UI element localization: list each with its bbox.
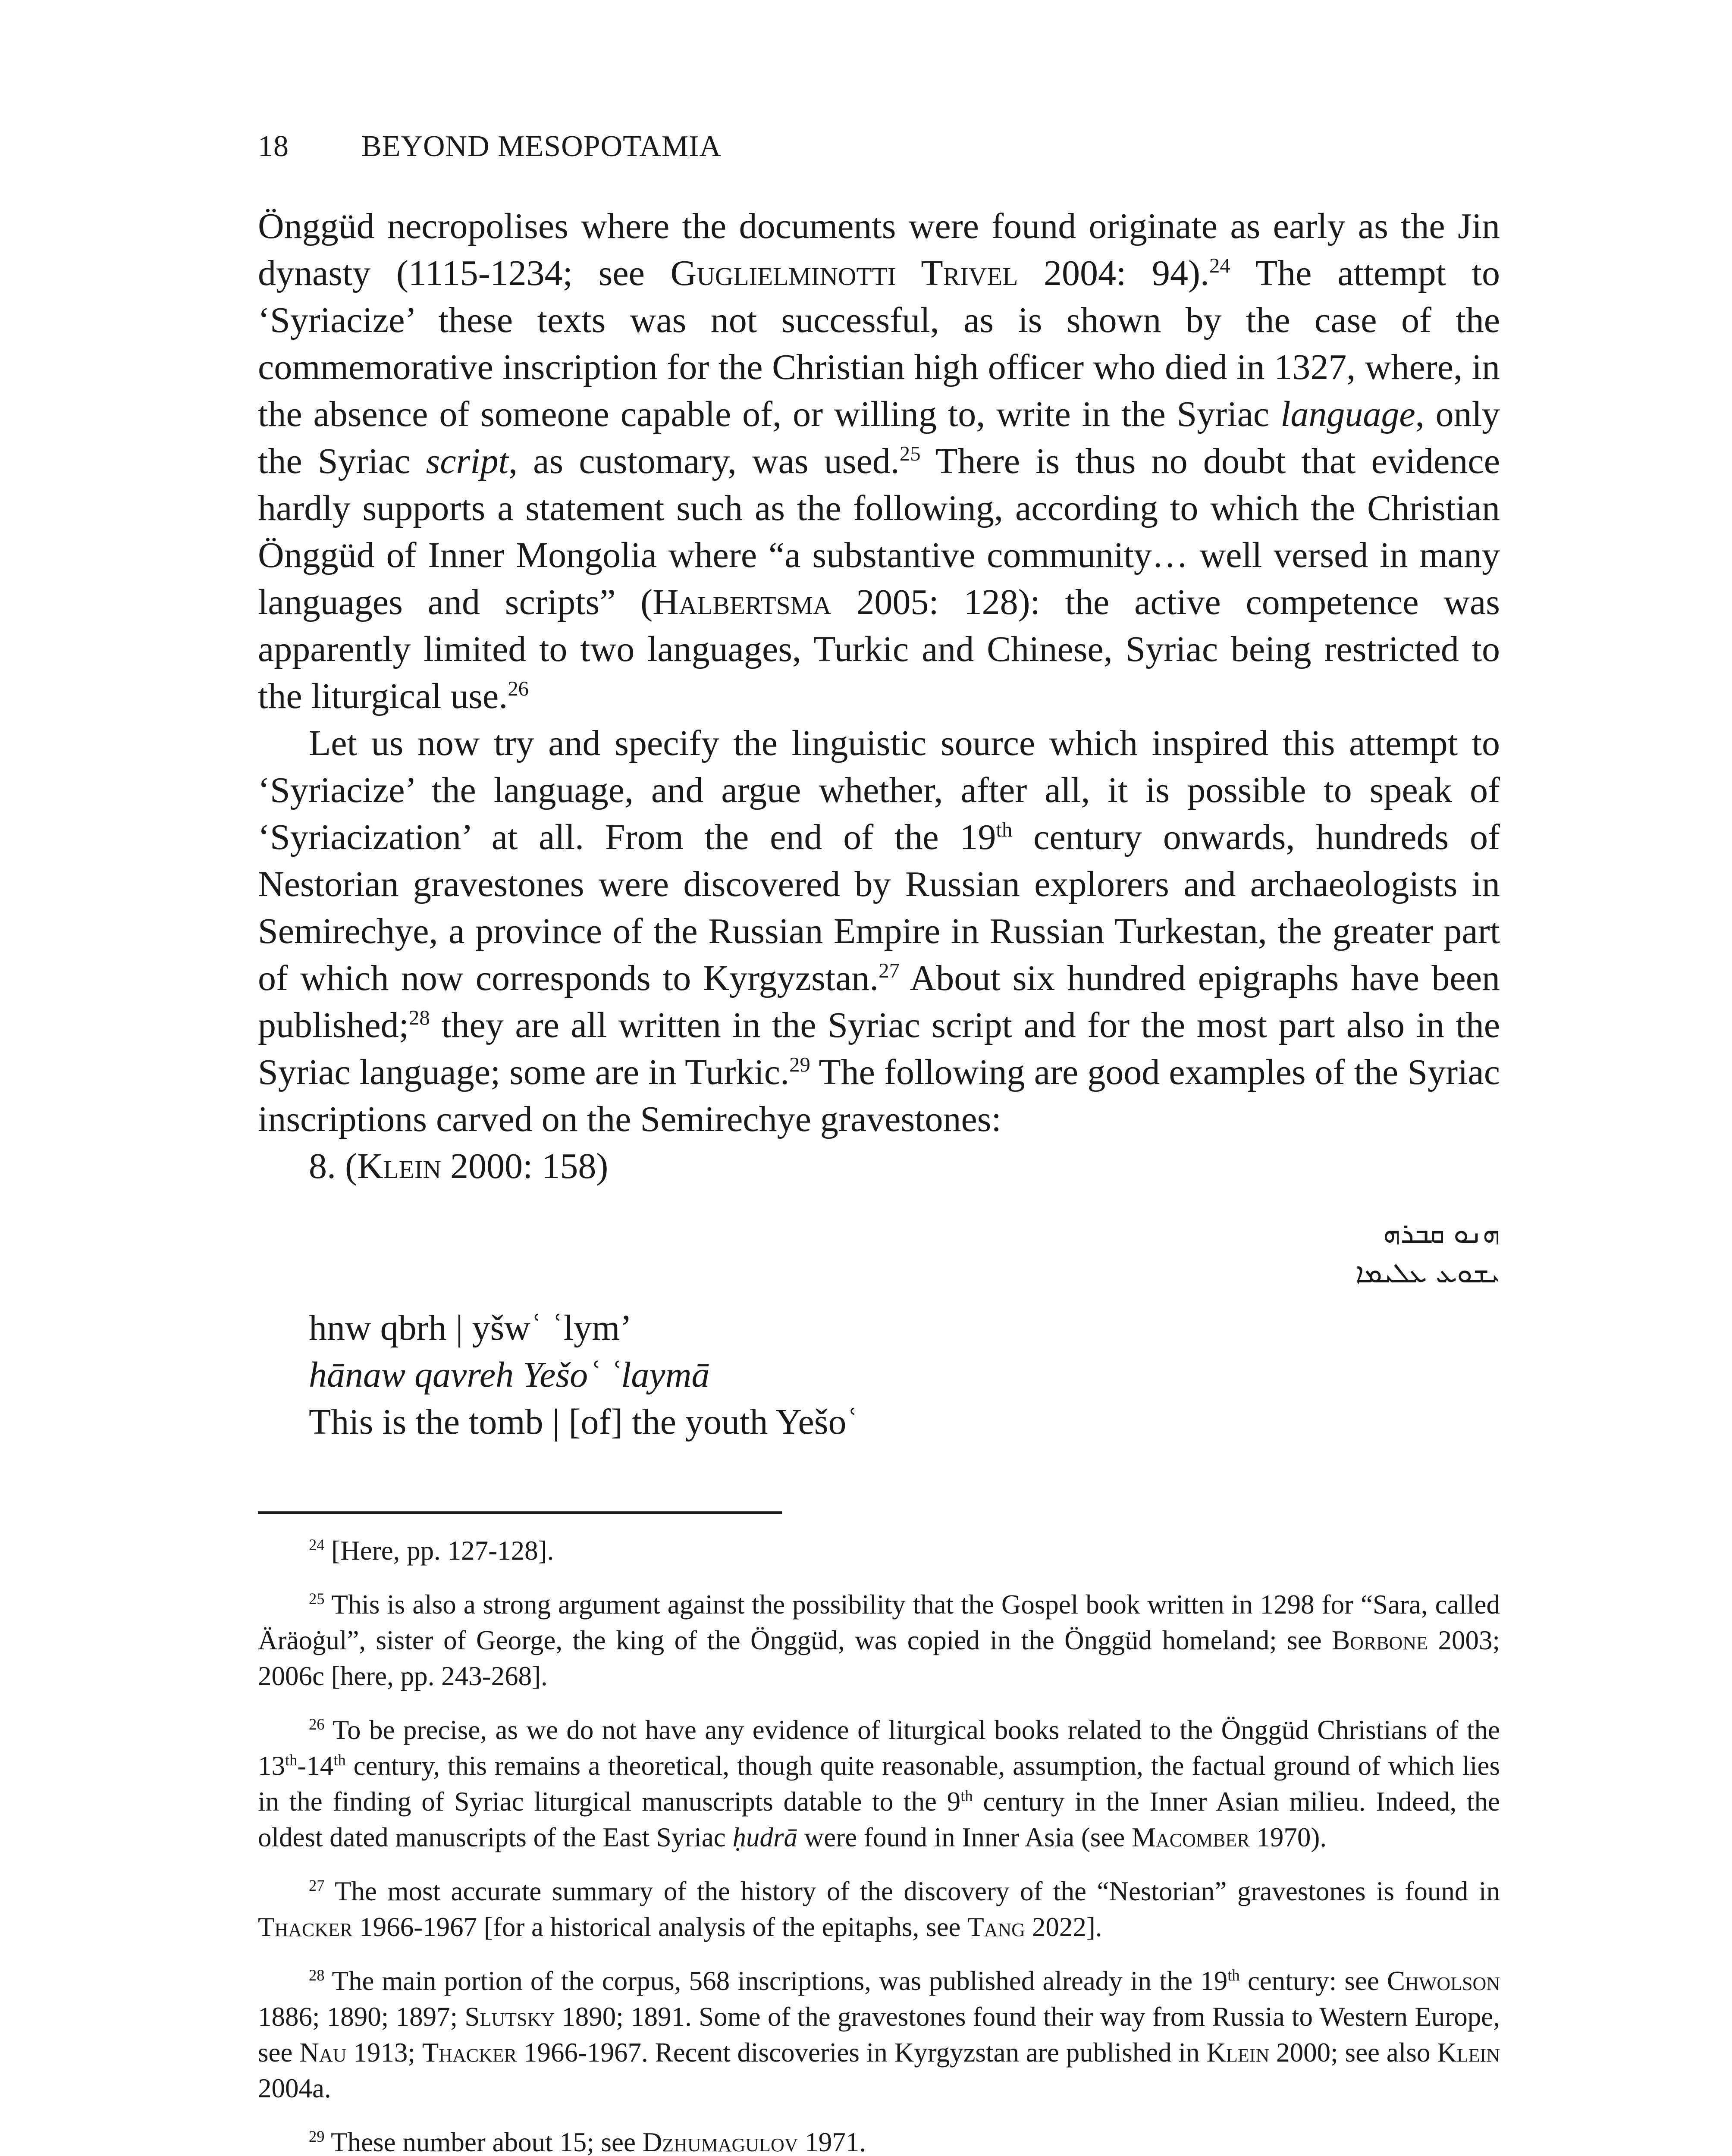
footnote-text: The main portion of the corpus, 568 inscriptions, was published already in the 19	[324, 1966, 1228, 1996]
italic-term: language	[1280, 394, 1415, 434]
author-citation: Macomber	[1132, 1822, 1250, 1852]
footnote-text: [Here, pp. 127-128].	[324, 1536, 554, 1566]
paragraph-2	[258, 720, 1500, 1143]
footnote-text: 1971.	[798, 2127, 866, 2156]
text-run: , as customary, was used.	[508, 441, 900, 481]
footnote-text: 1970).	[1249, 1822, 1327, 1852]
syriac-line: ܗܢܘ ܩܒܪܗ	[1383, 1218, 1500, 1250]
author-citation: Thacker	[422, 2037, 517, 2068]
text-run: The attempt to ‘Syriacize’ these texts was not successful, as is shown by the case of the commemorative inscription for the Christian high officer who died in 1327, where, in the absence of someone capable of, or willing to, write in the Syriac	[258, 253, 1500, 434]
italic-term: script	[426, 441, 508, 481]
footnote-text: 2022].	[1025, 1912, 1102, 1942]
author-citation: Slutsky	[464, 2002, 555, 2032]
text-run: There is thus no doubt that evidence hardly supports a statement such as the following, according to which the Christian Önggüd of Inner Mongolia where “a substantive community… well versed in many languages and scripts” (	[258, 441, 1500, 622]
footnote-number: 24	[309, 1536, 325, 1554]
footnote-ref-24[interactable]: 24	[1209, 254, 1230, 277]
footnote-ref-25[interactable]: 25	[899, 442, 921, 465]
paragraph-1	[258, 203, 1500, 720]
footnote-number: 25	[309, 1590, 325, 1608]
footnote-ref-27[interactable]: 27	[879, 959, 900, 982]
footnote-text: 1966-1967. Recent discoveries in Kyrgyzstan are published in	[517, 2037, 1207, 2068]
text-run: they are all written in the Syriac script and for the most part also in the Syriac language; some are in Turkic.	[258, 1005, 1500, 1092]
author-citation: Halbertsma	[653, 582, 831, 622]
footnote-text: 1913;	[346, 2037, 422, 2068]
ordinal-suffix: th	[1227, 1966, 1240, 1984]
ordinal-suffix: th	[996, 818, 1013, 841]
running-title: BEYOND MESOPOTAMIA	[361, 130, 722, 163]
running-head	[258, 129, 722, 164]
text-run: Let us now try and specify the linguistic source which inspired this attempt to ‘Syriacize’ the language, and argue whether, after all, it is possible to speak of ‘Syriacization’ at all. From the end of the 19	[258, 723, 1500, 857]
inscription-reading	[258, 1304, 1500, 1445]
footnote-27	[258, 1874, 1500, 1945]
footnote-number: 26	[309, 1715, 325, 1733]
text-run: Önggüd necropolises where the documents were found originate as early as the Jin dynasty (1115-1234; see	[258, 206, 1500, 293]
footnote-text: 1886; 1890; 1897;	[258, 2002, 465, 2032]
footnotes	[258, 1533, 1500, 2156]
footnote-text: 2004a.	[258, 2073, 331, 2103]
footnote-29	[258, 2125, 1500, 2156]
footnote-ref-26[interactable]: 26	[508, 677, 529, 700]
footnote-text: 2003; 2006c [here, pp. 243-268].	[258, 1625, 1500, 1691]
author-citation: Tang	[967, 1912, 1026, 1942]
example-heading	[258, 1143, 1500, 1190]
footnote-text: century: see	[1239, 1966, 1387, 1996]
text-run: , only the Syriac	[258, 394, 1500, 481]
footnote-ref-28[interactable]: 28	[409, 1006, 430, 1029]
footnote-text: This is also a strong argument against the possibility that the Gospel book written in 1298 for “Sara, called Äräoġul”, sister of George, the king of the Önggüd, was copied in the Önggüd homeland; see	[258, 1589, 1500, 1655]
author-citation: Guglielminotti Trivel	[670, 253, 1018, 293]
translation: This is the tomb | [of] the youth Yešoʿ	[309, 1402, 859, 1442]
footnote-text: 2000; see also	[1269, 2037, 1437, 2068]
footnote-number: 28	[309, 1966, 325, 1984]
italic-term: ḥudrā	[732, 1822, 798, 1852]
text-run: century onwards, hundreds of Nestorian gravestones were discovered by Russian explorers and archaeologists in Semirechye, a province of the Russian Empire in Russian Turkestan, the greater part of which now corresponds to Kyrgyzstan.	[258, 817, 1500, 998]
footnote-text: century in the Inner Asian milieu. Indeed, the oldest dated manuscripts of the East Syriac	[258, 1786, 1500, 1852]
footnote-24	[258, 1533, 1500, 1569]
main-text	[258, 203, 1500, 1445]
text-run: The following are good examples of the Syriac inscriptions carved on the Semirechye gravestones:	[258, 1052, 1500, 1139]
ordinal-suffix: th	[333, 1751, 346, 1769]
example-reference: 2000: 158)	[441, 1146, 609, 1186]
page-number: 18	[258, 130, 289, 163]
transliteration: hnw qbrh | yšwʿ ʿlym’	[309, 1308, 632, 1348]
text-run: 2004: 94).	[1018, 253, 1209, 293]
footnote-text: 1966-1967 [for a historical analysis of the epitaphs, see	[352, 1912, 968, 1942]
footnote-number: 27	[309, 1877, 325, 1894]
syriac-inscription	[258, 1214, 1500, 1293]
footnote-rule	[258, 1511, 782, 1514]
author-citation: Borbone	[1332, 1625, 1428, 1655]
footnote-ref-29[interactable]: 29	[789, 1053, 810, 1076]
vocalized-reading: hānaw qavreh Yešoʿ ʿlaymā	[309, 1355, 710, 1395]
author-citation: Klein	[1206, 2037, 1270, 2068]
author-citation: Dzhumagulov	[642, 2127, 798, 2156]
text-run: About six hundred epigraphs have been published;	[258, 958, 1500, 1045]
ordinal-suffix: th	[960, 1787, 973, 1805]
author-citation: Klein	[1437, 2037, 1500, 2068]
footnote-text: century, this remains a theoretical, though quite reasonable, assumption, the factual ground of which lies in the finding of Syriac liturgical manuscripts datable to the 9	[258, 1751, 1500, 1817]
footnote-text: -14	[297, 1751, 334, 1781]
example-number: 8. (	[309, 1146, 357, 1186]
footnote-26	[258, 1712, 1500, 1855]
footnote-text: To be precise, as we do not have any evidence of liturgical books related to the Önggüd Christians of the 13	[258, 1715, 1500, 1781]
author-citation: Chwolson	[1387, 1966, 1500, 1996]
footnote-28	[258, 1963, 1500, 2106]
text-run: 2005: 128): the active competence was apparently limited to two languages, Turkic and Chinese, Syriac being restricted to the liturgical use.	[258, 582, 1500, 716]
footnote-number: 29	[309, 2128, 325, 2145]
footnote-text: 1890; 1891. Some of the gravestones found their way from Russia to Western Europe, see	[258, 2002, 1500, 2068]
ordinal-suffix: th	[285, 1751, 298, 1769]
author-citation: Nau	[299, 2037, 347, 2068]
syriac-line: ܝܫܘܥ ܥܠܝܡܐ	[1355, 1257, 1500, 1289]
footnote-text: The most accurate summary of the history of the discovery of the “Nestorian” gravestones is found in	[324, 1876, 1500, 1906]
footnote-text: were found in Inner Asia (see	[797, 1822, 1132, 1852]
footnote-25	[258, 1587, 1500, 1694]
footnote-text: These number about 15; see	[324, 2127, 643, 2156]
author-citation: Thacker	[258, 1912, 353, 1942]
author-citation: Klein	[357, 1146, 441, 1186]
